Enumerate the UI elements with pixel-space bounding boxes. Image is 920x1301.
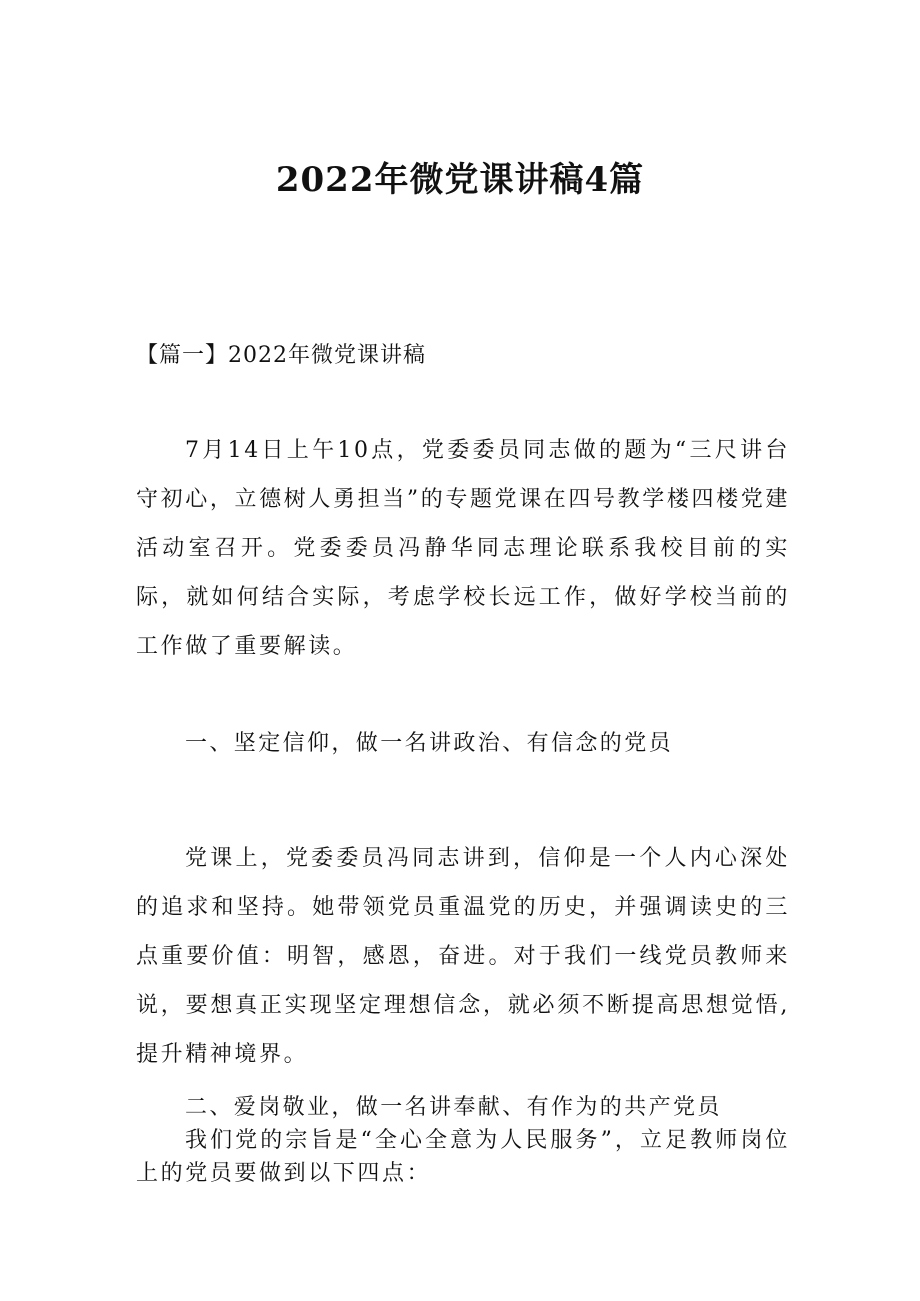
paragraph-dedication: 我们党的宗旨是“全心全意为人民服务”，立足教师岗位上的党员要做到以下四点： — [136, 1128, 790, 1186]
subheading-two: 二、爱岗敬业，做一名讲奉献、有作为的共产党员 — [185, 1095, 722, 1120]
section-heading: 【篇一】2022年微党课讲稿 — [136, 343, 426, 368]
subheading-one: 一、坚定信仰，做一名讲政治、有信念的党员 — [185, 731, 674, 756]
paragraph-faith: 党课上，党委委员冯同志讲到，信仰是一个人内心深处的追求和坚持。她带领党员重温党的历史，并强调读史的三点重要价值：明智，感恩，奋进。对于我们一线党员教师来说，要想真正实现坚定理想信念，就必须不断提高思想觉悟,提升精神境界。 — [136, 846, 790, 1067]
document-title: 2022年微党课讲稿4篇 — [275, 160, 645, 200]
paragraph-intro: 7月14日上午10点，党委委员同志做的题为“三尺讲台守初心，立德树人勇担当”的专题党课在四号教学楼四楼党建活动室召开。党委委员冯静华同志理论联系我校目前的实际，就如何结合实际，考虑学校长远工作，做好学校当前的工作做了重要解读。 — [136, 438, 790, 659]
